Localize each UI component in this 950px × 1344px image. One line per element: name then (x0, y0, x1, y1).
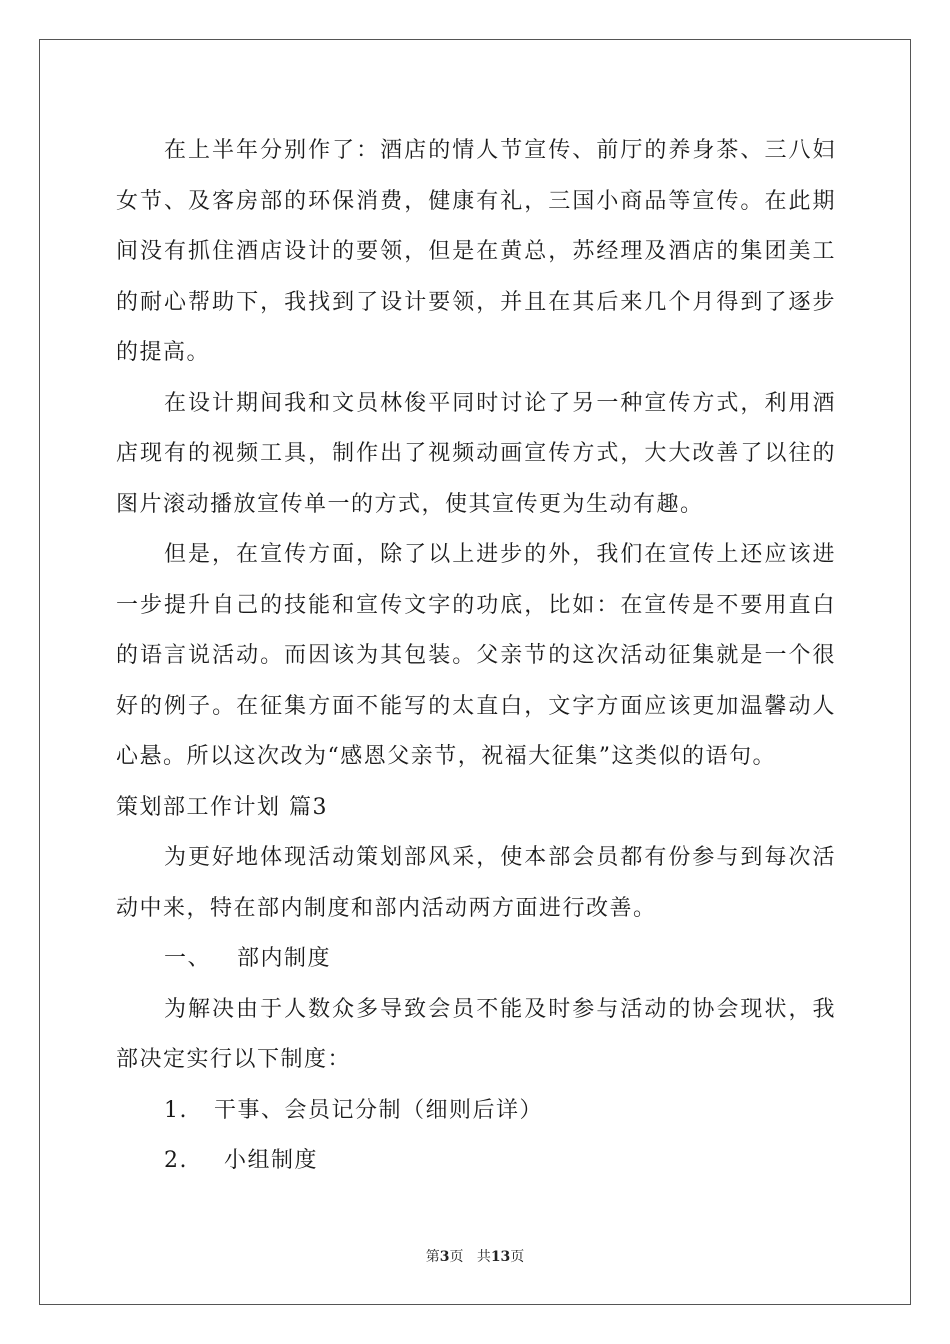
paragraph-1: 在上半年分别作了：酒店的情人节宣传、前厅的养身茶、三八妇女节、及客房部的环保消费，健康有礼，三国小商品等宣传。在此期间没有抓住酒店设计的要领，但是在黄总，苏经理及酒店的集团美工的耐心帮助下，我找到了设计要领，并且在其后来几个月得到了逐步的提高。 (116, 138, 836, 365)
footer-total-prefix: 共 (476, 1249, 491, 1265)
footer-page-suffix: 页 (449, 1249, 464, 1265)
list-item-1-text: 干事、会员记分制（细则后详） (214, 1097, 544, 1123)
section-intro: 为更好地体现活动策划部风采，使本部会员都有份参与到每次活动中来，特在部内制度和部内活动两方面进行改善。 (116, 845, 836, 921)
list-item-1-number: 1. (164, 1097, 188, 1123)
document-body (116, 126, 836, 1187)
page-footer (0, 1246, 950, 1266)
list-item-2-number: 2. (164, 1148, 188, 1173)
list-item-1 (116, 1086, 836, 1137)
footer-page-number: 3 (439, 1249, 450, 1265)
footer-prefix: 第 (425, 1249, 440, 1265)
paragraph-2: 在设计期间我和文员林俊平同时讨论了另一种宣传方式，利用酒店现有的视频工具，制作出了视频动画宣传方式，大大改善了以往的图片滚动播放宣传单一的方式，使其宣传更为生动有趣。 (116, 390, 836, 517)
paragraph-3: 但是，在宣传方面，除了以上进步的外，我们在宣传上还应该进一步提升自己的技能和宣传文字的功底，比如：在宣传是不要用直白的语言说活动。而因该为其包装。父亲节的这次活动征集就是一个很好的例子。在征集方面不能写的太直白，文字方面应该更加温馨动人心悬。所以这次改为“感恩父亲节，祝福大征集”这类似的语句。 (116, 542, 836, 769)
footer-total-pages: 13 (490, 1249, 511, 1265)
list-item-2-text: 小组制度 (224, 1148, 319, 1173)
footer-total-suffix: 页 (510, 1249, 525, 1265)
subheading-body: 为解决由于人数众多导致会员不能及时参与活动的协会现状，我部决定实行以下制度： (116, 996, 836, 1072)
subheading (116, 934, 836, 985)
subheading-text: 部内制度 (237, 946, 332, 971)
subheading-number: 一、 (164, 946, 212, 971)
section-heading: 策划部工作计划 篇3 (116, 794, 328, 820)
list-item-2 (116, 1136, 836, 1187)
